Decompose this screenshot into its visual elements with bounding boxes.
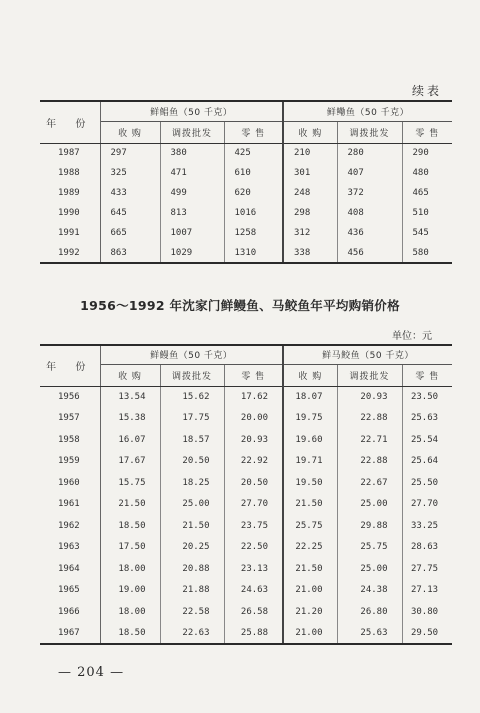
price-cell: 25.50	[402, 472, 452, 494]
price-cell: 20.00	[224, 408, 283, 430]
table-row	[40, 386, 452, 408]
price-cell: 610	[224, 163, 283, 183]
table-row	[40, 537, 452, 559]
price-cell: 17.62	[224, 386, 283, 408]
sub-header: 调拨批发	[337, 121, 402, 143]
price-cell: 13.54	[100, 386, 160, 408]
price-cell: 18.00	[100, 601, 160, 623]
price-cell: 665	[100, 223, 160, 243]
price-cell: 26.58	[224, 601, 283, 623]
price-cell: 29.50	[402, 623, 452, 645]
table-row	[40, 408, 452, 430]
table-row	[40, 143, 452, 163]
price-cell: 425	[224, 143, 283, 163]
page-number: — 204 —	[58, 665, 125, 680]
year-cell: 1962	[40, 515, 100, 537]
price-cell: 645	[100, 203, 160, 223]
table-row	[40, 203, 452, 223]
sub-header: 收 购	[283, 121, 337, 143]
year-cell: 1967	[40, 623, 100, 645]
price-cell: 27.13	[402, 580, 452, 602]
year-cell: 1958	[40, 429, 100, 451]
sub-header-row	[40, 364, 452, 386]
price-cell: 298	[283, 203, 337, 223]
price-cell: 19.71	[283, 451, 337, 473]
price-cell: 471	[160, 163, 224, 183]
price-cell: 29.88	[337, 515, 402, 537]
price-cell: 25.63	[337, 623, 402, 645]
group-header-a: 鲜鲳鱼（50 千克）	[100, 101, 283, 121]
price-cell: 1029	[160, 243, 224, 263]
price-cell: 620	[224, 183, 283, 203]
price-cell: 433	[100, 183, 160, 203]
price-cell: 408	[337, 203, 402, 223]
sub-header: 收 购	[100, 364, 160, 386]
price-cell: 27.70	[402, 494, 452, 516]
table-row	[40, 243, 452, 263]
table-row	[40, 223, 452, 243]
table-row	[40, 163, 452, 183]
price-cell: 23.75	[224, 515, 283, 537]
price-cell: 30.80	[402, 601, 452, 623]
price-cell: 436	[337, 223, 402, 243]
price-cell: 18.50	[100, 623, 160, 645]
price-cell: 21.00	[283, 580, 337, 602]
continued-label: 续表	[411, 84, 442, 98]
price-cell: 20.93	[224, 429, 283, 451]
price-cell: 19.75	[283, 408, 337, 430]
price-cell: 22.63	[160, 623, 224, 645]
price-cell: 23.13	[224, 558, 283, 580]
year-cell: 1989	[40, 183, 100, 203]
price-cell: 17.75	[160, 408, 224, 430]
sub-header: 调拨批发	[160, 121, 224, 143]
table-row	[40, 472, 452, 494]
price-cell: 21.50	[160, 515, 224, 537]
year-cell: 1991	[40, 223, 100, 243]
price-table	[40, 344, 452, 645]
price-cell: 580	[402, 243, 452, 263]
price-cell: 18.50	[100, 515, 160, 537]
year-header: 年 份	[40, 101, 100, 143]
price-cell: 18.07	[283, 386, 337, 408]
price-cell: 1310	[224, 243, 283, 263]
price-cell: 17.67	[100, 451, 160, 473]
price-cell: 312	[283, 223, 337, 243]
price-cell: 16.07	[100, 429, 160, 451]
price-cell: 19.00	[100, 580, 160, 602]
year-cell: 1956	[40, 386, 100, 408]
group-header-a: 鲜鳗鱼（50 千克）	[100, 345, 283, 364]
price-cell: 210	[283, 143, 337, 163]
year-cell: 1966	[40, 601, 100, 623]
price-cell: 407	[337, 163, 402, 183]
price-cell: 25.64	[402, 451, 452, 473]
table-row	[40, 515, 452, 537]
price-cell: 20.50	[224, 472, 283, 494]
group-header-b: 鲜鳓鱼（50 千克）	[283, 101, 452, 121]
year-cell: 1960	[40, 472, 100, 494]
price-cell: 22.50	[224, 537, 283, 559]
table-row	[40, 451, 452, 473]
price-cell: 24.38	[337, 580, 402, 602]
table-row	[40, 183, 452, 203]
year-cell: 1964	[40, 558, 100, 580]
price-cell: 480	[402, 163, 452, 183]
price-cell: 248	[283, 183, 337, 203]
year-cell: 1965	[40, 580, 100, 602]
price-cell: 22.92	[224, 451, 283, 473]
price-cell: 465	[402, 183, 452, 203]
price-cell: 20.93	[337, 386, 402, 408]
price-cell: 22.88	[337, 408, 402, 430]
price-cell: 17.50	[100, 537, 160, 559]
price-cell: 290	[402, 143, 452, 163]
sub-header: 零 售	[224, 121, 283, 143]
price-cell: 20.25	[160, 537, 224, 559]
year-cell: 1987	[40, 143, 100, 163]
price-cell: 22.58	[160, 601, 224, 623]
table-row	[40, 580, 452, 602]
price-cell: 25.00	[337, 494, 402, 516]
sub-header: 零 售	[402, 364, 452, 386]
price-cell: 280	[337, 143, 402, 163]
sub-header: 调拨批发	[160, 364, 224, 386]
price-cell: 25.75	[337, 537, 402, 559]
price-cell: 25.54	[402, 429, 452, 451]
year-cell: 1990	[40, 203, 100, 223]
price-cell: 22.71	[337, 429, 402, 451]
price-cell: 15.75	[100, 472, 160, 494]
price-cell: 510	[402, 203, 452, 223]
year-cell: 1957	[40, 408, 100, 430]
price-cell: 325	[100, 163, 160, 183]
price-cell: 23.50	[402, 386, 452, 408]
year-cell: 1963	[40, 537, 100, 559]
price-table-continued	[40, 100, 452, 264]
sub-header: 零 售	[402, 121, 452, 143]
table-title: 1956～1992 年沈家门鲜鳗鱼、马鲛鱼年平均购销价格	[80, 298, 400, 313]
price-cell: 1016	[224, 203, 283, 223]
price-cell: 863	[100, 243, 160, 263]
price-cell: 499	[160, 183, 224, 203]
price-cell: 545	[402, 223, 452, 243]
price-cell: 25.00	[160, 494, 224, 516]
price-cell: 15.38	[100, 408, 160, 430]
group-header-b: 鲜马鲛鱼（50 千克）	[283, 345, 452, 364]
table-row	[40, 494, 452, 516]
price-cell: 19.50	[283, 472, 337, 494]
price-cell: 25.75	[283, 515, 337, 537]
sub-header: 收 购	[100, 121, 160, 143]
price-cell: 813	[160, 203, 224, 223]
price-cell: 25.63	[402, 408, 452, 430]
price-cell: 380	[160, 143, 224, 163]
price-cell: 21.88	[160, 580, 224, 602]
table-row	[40, 558, 452, 580]
price-cell: 27.70	[224, 494, 283, 516]
price-cell: 21.50	[100, 494, 160, 516]
price-cell: 22.88	[337, 451, 402, 473]
year-header: 年 份	[40, 345, 100, 386]
price-cell: 301	[283, 163, 337, 183]
sub-header-row	[40, 121, 452, 143]
price-cell: 25.00	[337, 558, 402, 580]
price-cell: 18.00	[100, 558, 160, 580]
price-cell: 15.62	[160, 386, 224, 408]
table-row	[40, 623, 452, 645]
price-cell: 338	[283, 243, 337, 263]
price-cell: 21.00	[283, 623, 337, 645]
price-cell: 22.67	[337, 472, 402, 494]
price-cell: 1007	[160, 223, 224, 243]
price-cell: 33.25	[402, 515, 452, 537]
price-cell: 27.75	[402, 558, 452, 580]
price-cell: 20.50	[160, 451, 224, 473]
price-cell: 20.88	[160, 558, 224, 580]
year-cell: 1988	[40, 163, 100, 183]
price-cell: 22.25	[283, 537, 337, 559]
table-row	[40, 429, 452, 451]
year-cell: 1992	[40, 243, 100, 263]
price-cell: 372	[337, 183, 402, 203]
price-cell: 28.63	[402, 537, 452, 559]
table-row	[40, 601, 452, 623]
price-cell: 26.80	[337, 601, 402, 623]
price-cell: 19.60	[283, 429, 337, 451]
sub-header: 零 售	[224, 364, 283, 386]
year-cell: 1959	[40, 451, 100, 473]
price-cell: 456	[337, 243, 402, 263]
price-cell: 1258	[224, 223, 283, 243]
price-cell: 297	[100, 143, 160, 163]
sub-header: 收 购	[283, 364, 337, 386]
price-cell: 18.57	[160, 429, 224, 451]
price-cell: 21.20	[283, 601, 337, 623]
price-cell: 24.63	[224, 580, 283, 602]
sub-header: 调拨批发	[337, 364, 402, 386]
year-cell: 1961	[40, 494, 100, 516]
price-cell: 21.50	[283, 558, 337, 580]
price-cell: 18.25	[160, 472, 224, 494]
price-cell: 21.50	[283, 494, 337, 516]
unit-label: 单位：元	[392, 331, 432, 342]
price-cell: 25.88	[224, 623, 283, 645]
